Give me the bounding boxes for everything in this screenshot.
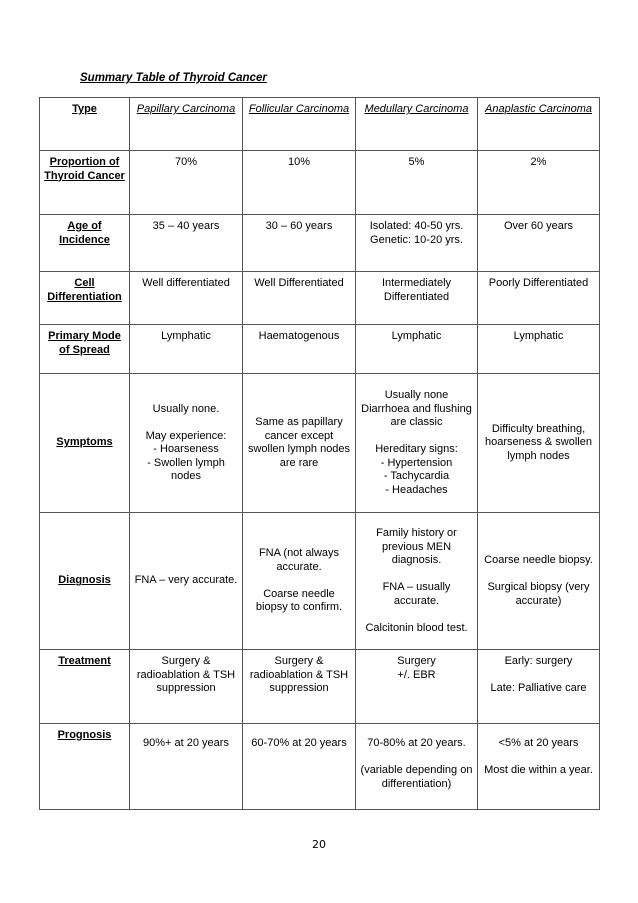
cell-line: <5% at 20 years <box>498 737 579 749</box>
table-row <box>40 151 600 215</box>
table-cell: Haematogenous <box>243 325 356 374</box>
table-cell <box>243 724 356 810</box>
cell-line: FNA – very accurate. <box>134 574 238 587</box>
table-row <box>40 215 600 272</box>
table-cell: Lymphatic <box>130 325 243 374</box>
table-row <box>40 272 600 325</box>
cell-line: Genetic: 10-20 yrs. <box>370 233 463 246</box>
column-header-medullary: Medullary Carcinoma <box>356 98 478 151</box>
row-header-diagnosis: Diagnosis <box>40 513 130 650</box>
table-cell <box>356 374 478 513</box>
cell-line: Late: Palliative care <box>490 682 587 694</box>
row-header-cell-differentiation: Cell Differentiation <box>40 272 130 325</box>
table-cell <box>356 650 478 724</box>
table-cell: Lymphatic <box>356 325 478 374</box>
cell-line: - Tachycardia <box>383 470 450 482</box>
table-cell: 5% <box>356 151 478 215</box>
table-cell <box>130 724 243 810</box>
cell-line <box>481 669 596 683</box>
cell-line: FNA (not always accurate. <box>258 547 340 573</box>
table-row <box>40 513 600 650</box>
table-cell: Lymphatic <box>478 325 600 374</box>
row-header-spread: Primary Mode of Spread <box>40 325 130 374</box>
cell-line: (variable depending on differentiation) <box>360 764 473 790</box>
table-cell: Well differentiated <box>130 272 243 325</box>
cell-line <box>359 608 474 622</box>
cell-line <box>359 430 474 444</box>
cell-line: Coarse needle biopsy. <box>484 554 593 566</box>
table-cell <box>243 374 356 513</box>
cell-line <box>481 568 596 582</box>
cell-line: 90%+ at 20 years <box>143 737 229 749</box>
page-number: 20 <box>312 838 326 851</box>
table-cell <box>243 650 356 724</box>
cell-line <box>133 416 239 430</box>
table-cell: 10% <box>243 151 356 215</box>
cell-line: - Hoarseness <box>153 443 219 455</box>
table-cell: Well Differentiated <box>243 272 356 325</box>
cell-line: Surgical biopsy (very accurate) <box>487 581 590 607</box>
cell-line <box>246 574 352 588</box>
cell-line <box>359 568 474 582</box>
cell-line: Surgery & radioablation & TSH suppression <box>136 655 236 694</box>
cell-line: Same as papillary cancer except swollen lymph nodes are rare <box>247 416 351 469</box>
row-header-proportion: Proportion of Thyroid Cancer <box>40 151 130 215</box>
table-cell <box>356 513 478 650</box>
table-cell <box>243 513 356 650</box>
table-cell <box>130 513 243 650</box>
cell-line <box>481 751 596 765</box>
thyroid-cancer-summary-table <box>39 97 600 810</box>
column-header-anaplastic: Anaplastic Carcinoma <box>478 98 600 151</box>
cell-line: Hereditary signs: <box>375 443 458 455</box>
table-cell <box>478 513 600 650</box>
cell-line: - Hypertension <box>380 456 453 469</box>
cell-line: Difficulty breathing, hoarseness & swollen lymph nodes <box>484 422 592 462</box>
row-header-prognosis: Prognosis <box>40 724 130 810</box>
cell-line: +/. EBR <box>397 668 436 681</box>
table-cell <box>478 374 600 513</box>
column-header-follicular: Follicular Carcinoma <box>243 98 356 151</box>
table-row <box>40 325 600 374</box>
row-header-symptoms: Symptoms <box>40 374 130 513</box>
row-header-age: Age of Incidence <box>40 215 130 272</box>
table-cell: 70% <box>130 151 243 215</box>
column-header-type: Type <box>40 98 130 151</box>
table-cell: Over 60 years <box>478 215 600 272</box>
table-cell <box>356 215 478 272</box>
table-cell <box>478 724 600 810</box>
table-cell: Poorly Differentiated <box>478 272 600 325</box>
cell-line: Usually none <box>384 389 449 401</box>
table-cell <box>478 650 600 724</box>
cell-line: Family history or previous MEN diagnosis. <box>376 527 457 566</box>
table-cell <box>356 724 478 810</box>
cell-line: - Swollen lymph nodes <box>147 456 225 482</box>
table-cell: 35 – 40 years <box>130 215 243 272</box>
table-row <box>40 650 600 724</box>
cell-line: 70-80% at 20 years. <box>367 737 466 749</box>
cell-line: - Headaches <box>385 483 448 496</box>
cell-line: Early: surgery <box>504 655 573 667</box>
cell-line: Usually none. <box>152 402 220 415</box>
table-cell: 2% <box>478 151 600 215</box>
table-row <box>40 724 600 810</box>
cell-line: Coarse needle biopsy to confirm. <box>255 587 343 614</box>
table-row <box>40 374 600 513</box>
cell-line: 60-70% at 20 years <box>251 737 347 749</box>
table-header-row <box>40 98 600 151</box>
column-header-papillary: Papillary Carcinoma <box>130 98 243 151</box>
table-cell: 30 – 60 years <box>243 215 356 272</box>
cell-line: Surgery <box>397 655 436 667</box>
row-header-treatment: Treatment <box>40 650 130 724</box>
table-cell <box>130 650 243 724</box>
cell-line: Calcitonin blood test. <box>365 621 468 634</box>
table-cell: Intermediately Differentiated <box>356 272 478 325</box>
cell-line <box>359 751 474 765</box>
cell-line: May experience: <box>145 429 227 442</box>
cell-line: Most die within a year. <box>484 764 593 776</box>
cell-line: Isolated: 40-50 yrs. <box>369 220 464 232</box>
table-caption: Summary Table of Thyroid Cancer <box>80 72 267 84</box>
table-cell <box>130 374 243 513</box>
cell-line: Diarrhoea and flushing are classic <box>361 402 472 428</box>
cell-line: Surgery & radioablation & TSH suppression <box>249 655 349 694</box>
cell-line: FNA – usually accurate. <box>382 581 451 607</box>
